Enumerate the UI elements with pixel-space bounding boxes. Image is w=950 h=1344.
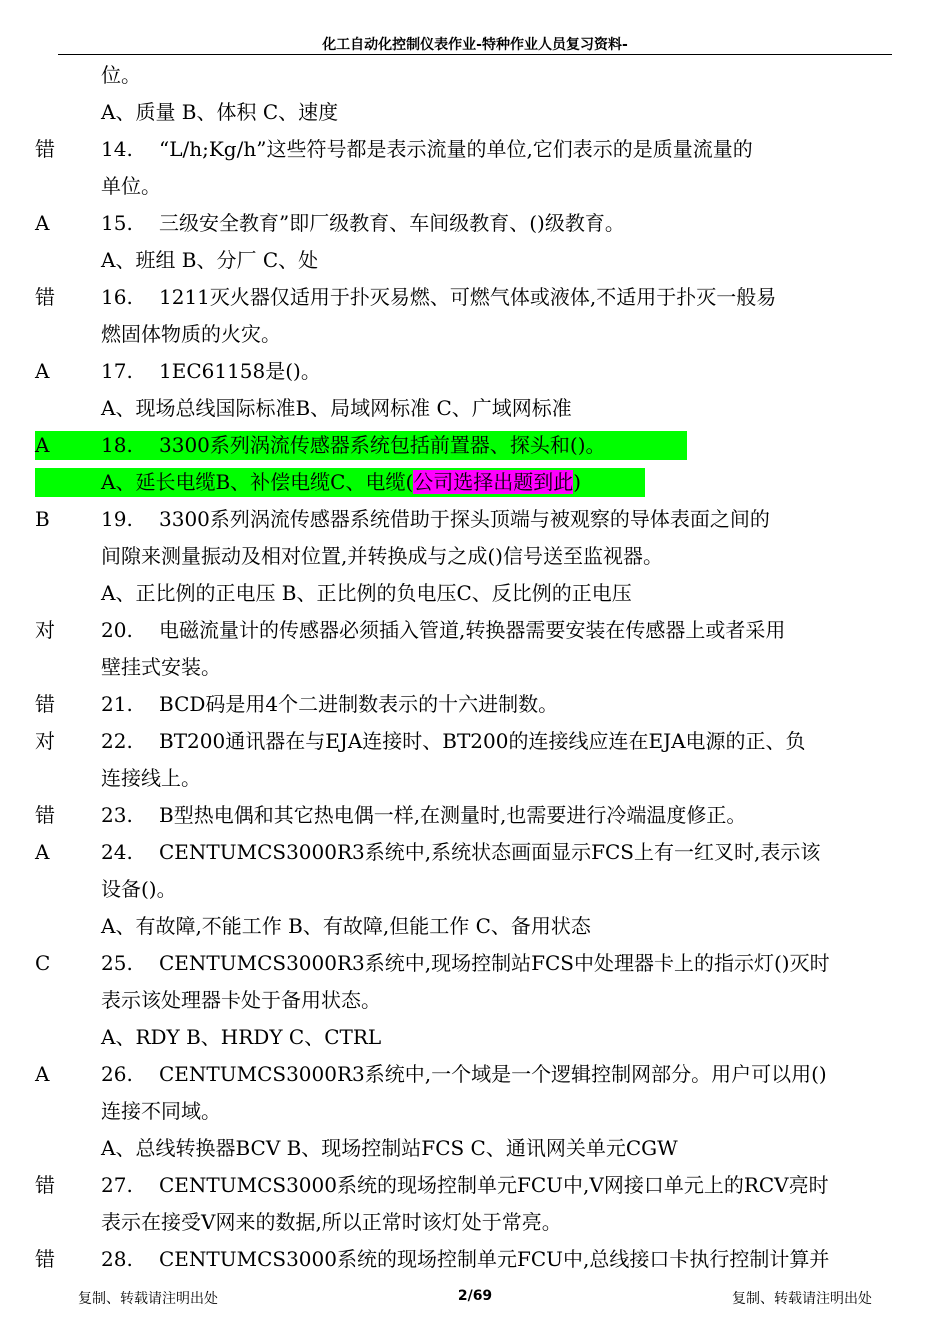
answer-key: A bbox=[35, 359, 50, 383]
question-body: A、班组 B、分厂 C、处 bbox=[101, 248, 319, 272]
answer-key: A bbox=[35, 1062, 50, 1086]
page-header-title: 化工自动化控制仪表作业-特种作业人员复习资料- bbox=[322, 37, 628, 53]
question-text bbox=[101, 834, 892, 871]
question-body: A、RDY B、HRDY C、CTRL bbox=[101, 1025, 382, 1049]
continuation-line bbox=[0, 575, 950, 612]
continuation-line bbox=[0, 982, 950, 1019]
question-text bbox=[101, 760, 892, 797]
question-body: 电磁流量计的传感器必须插入管道,转换器需要安装在传感器上或者采用 bbox=[159, 618, 786, 642]
answer-key: 对 bbox=[35, 618, 55, 642]
footer-copyright-left: 复制、转载请注明出处 bbox=[78, 1291, 218, 1307]
question-body: 位。 bbox=[101, 63, 141, 87]
question-number: 28. bbox=[101, 1247, 133, 1271]
question-line bbox=[0, 945, 950, 982]
question-line bbox=[0, 501, 950, 538]
answer-key: 对 bbox=[35, 729, 55, 753]
question-text bbox=[101, 131, 892, 168]
question-line bbox=[0, 834, 950, 871]
total-pages: 69 bbox=[472, 1288, 493, 1304]
question-line bbox=[0, 797, 950, 834]
question-line bbox=[0, 1241, 950, 1278]
question-body: “L/h;Kg/h”这些符号都是表示流量的单位,它们表示的是质量流量的 bbox=[159, 137, 753, 161]
question-text bbox=[101, 871, 892, 908]
question-text bbox=[101, 538, 892, 575]
question-text bbox=[101, 1167, 892, 1204]
footer-copyright-right: 复制、转载请注明出处 bbox=[732, 1291, 872, 1307]
question-body: A、延长电缆B、补偿电缆C、电缆 bbox=[101, 470, 406, 494]
question-text bbox=[101, 57, 892, 94]
question-body: B型热电偶和其它热电偶一样,在测量时,也需要进行冷端温度修正。 bbox=[159, 803, 747, 827]
question-number: 18. bbox=[101, 433, 133, 457]
question-text bbox=[101, 316, 892, 353]
question-body: 三级安全教育”即厂级教育、车间级教育、()级教育。 bbox=[159, 211, 625, 235]
current-page: 2 bbox=[457, 1288, 468, 1304]
question-text bbox=[101, 1130, 892, 1167]
question-text bbox=[101, 94, 892, 131]
question-text bbox=[101, 649, 892, 686]
continuation-line bbox=[0, 242, 950, 279]
question-text bbox=[101, 1241, 892, 1278]
question-text bbox=[101, 390, 892, 427]
question-line bbox=[0, 1167, 950, 1204]
question-body: 间隙来测量振动及相对位置,并转换成与之成()信号送至监视器。 bbox=[101, 544, 663, 568]
question-text bbox=[101, 1019, 892, 1056]
question-number: 17. bbox=[101, 359, 133, 383]
question-line bbox=[0, 427, 950, 464]
question-body: A、总线转换器BCV B、现场控制站FCS C、通讯网关单元CGW bbox=[101, 1136, 678, 1160]
question-text bbox=[101, 1056, 892, 1093]
continuation-line bbox=[0, 390, 950, 427]
question-body: BCD码是用4个二进制数表示的十六进制数。 bbox=[159, 692, 559, 716]
answer-key: 错 bbox=[35, 803, 55, 827]
question-text bbox=[101, 205, 892, 242]
question-number: 14. bbox=[101, 137, 133, 161]
question-body: 表示在接受V网来的数据,所以正常时该灯处于常亮。 bbox=[101, 1210, 562, 1234]
question-number: 27. bbox=[101, 1173, 133, 1197]
answer-key: 错 bbox=[35, 692, 55, 716]
question-body: CENTUMCS3000R3系统中,系统状态画面显示FCS上有一红叉时,表示该 bbox=[159, 840, 821, 864]
question-body: A、质量 B、体积 C、速度 bbox=[101, 100, 339, 124]
question-number: 23. bbox=[101, 803, 133, 827]
header-divider bbox=[58, 54, 892, 55]
question-text bbox=[101, 242, 892, 279]
question-text bbox=[101, 908, 892, 945]
note-paren-close: ) bbox=[573, 470, 582, 494]
question-body: CENTUMCS3000R3系统中,现场控制站FCS中处理器卡上的指示灯()灭时 bbox=[159, 951, 830, 975]
question-text bbox=[101, 612, 892, 649]
continuation-line bbox=[0, 316, 950, 353]
continuation-line bbox=[0, 168, 950, 205]
continuation-line bbox=[0, 760, 950, 797]
question-number: 22. bbox=[101, 729, 133, 753]
question-number: 25. bbox=[101, 951, 133, 975]
question-number: 20. bbox=[101, 618, 133, 642]
question-text bbox=[101, 279, 892, 316]
question-text bbox=[101, 1204, 892, 1241]
question-text bbox=[101, 427, 892, 464]
question-line bbox=[0, 612, 950, 649]
page-footer bbox=[0, 1288, 950, 1312]
question-text bbox=[101, 945, 892, 982]
question-body: 1EC61158是()。 bbox=[159, 359, 321, 383]
question-body: 连接线上。 bbox=[101, 766, 201, 790]
page-separator: / bbox=[467, 1288, 473, 1304]
question-body: 燃固体物质的火灾。 bbox=[101, 322, 281, 346]
question-body: 1211灭火器仅适用于扑灭易燃、可燃气体或液体,不适用于扑灭一般易 bbox=[159, 285, 777, 309]
question-text bbox=[101, 797, 892, 834]
continuation-line bbox=[0, 908, 950, 945]
question-list bbox=[0, 57, 950, 1278]
answer-key: 错 bbox=[35, 1173, 55, 1197]
question-body: 连接不同域。 bbox=[101, 1099, 221, 1123]
question-text bbox=[101, 1093, 892, 1130]
note-paren-open: ( bbox=[405, 470, 414, 494]
question-line bbox=[0, 723, 950, 760]
question-text bbox=[101, 464, 892, 501]
continuation-line bbox=[0, 871, 950, 908]
question-line bbox=[0, 686, 950, 723]
question-text bbox=[101, 575, 892, 612]
answer-key: 错 bbox=[35, 1247, 55, 1271]
question-text bbox=[101, 982, 892, 1019]
continuation-line bbox=[0, 1019, 950, 1056]
question-body: CENTUMCS3000系统的现场控制单元FCU中,总线接口卡执行控制计算并 bbox=[159, 1247, 830, 1271]
answer-key: B bbox=[35, 507, 50, 531]
question-text bbox=[101, 168, 892, 205]
question-body: CENTUMCS3000系统的现场控制单元FCU中,V网接口单元上的RCV亮时 bbox=[159, 1173, 829, 1197]
continuation-line bbox=[0, 649, 950, 686]
question-number: 21. bbox=[101, 692, 133, 716]
question-body: A、正比例的正电压 B、正比例的负电压C、反比例的正电压 bbox=[101, 581, 632, 605]
question-text bbox=[101, 353, 892, 390]
question-body: 表示该处理器卡处于备用状态。 bbox=[101, 988, 381, 1012]
question-body: A、现场总线国际标准B、局域网标准 C、广域网标准 bbox=[101, 396, 572, 420]
question-number: 26. bbox=[101, 1062, 133, 1086]
answer-key: 错 bbox=[35, 137, 55, 161]
question-line bbox=[0, 279, 950, 316]
continuation-line bbox=[0, 57, 950, 94]
question-text bbox=[101, 501, 892, 538]
question-number: 24. bbox=[101, 840, 133, 864]
continuation-line bbox=[0, 464, 950, 501]
answer-key: A bbox=[35, 433, 50, 457]
question-line bbox=[0, 1056, 950, 1093]
continuation-line bbox=[0, 94, 950, 131]
highlighted-note: 公司选择出题到此 bbox=[413, 470, 574, 494]
continuation-line bbox=[0, 1204, 950, 1241]
continuation-line bbox=[0, 538, 950, 575]
question-line bbox=[0, 131, 950, 168]
question-body: 单位。 bbox=[101, 174, 161, 198]
question-body: 壁挂式安装。 bbox=[101, 655, 221, 679]
question-body: CENTUMCS3000R3系统中,一个域是一个逻辑控制网部分。用户可以用() bbox=[159, 1062, 827, 1086]
question-line bbox=[0, 205, 950, 242]
answer-key: A bbox=[35, 840, 50, 864]
question-text bbox=[101, 686, 892, 723]
question-number: 16. bbox=[101, 285, 133, 309]
answer-key: A bbox=[35, 211, 50, 235]
question-body: 设备()。 bbox=[101, 877, 177, 901]
answer-key: 错 bbox=[35, 285, 55, 309]
continuation-line bbox=[0, 1093, 950, 1130]
continuation-line bbox=[0, 1130, 950, 1167]
question-body: 3300系列涡流传感器系统包括前置器、探头和()。 bbox=[159, 433, 606, 457]
question-number: 15. bbox=[101, 211, 133, 235]
question-body: BT200通讯器在与EJA连接时、BT200的连接线应连在EJA电源的正、负 bbox=[159, 729, 806, 753]
answer-key: C bbox=[35, 951, 51, 975]
question-line bbox=[0, 353, 950, 390]
question-text bbox=[101, 723, 892, 760]
question-body: 3300系列涡流传感器系统借助于探头顶端与被观察的导体表面之间的 bbox=[159, 507, 770, 531]
question-number: 19. bbox=[101, 507, 133, 531]
question-body: A、有故障,不能工作 B、有故障,但能工作 C、备用状态 bbox=[101, 914, 591, 938]
